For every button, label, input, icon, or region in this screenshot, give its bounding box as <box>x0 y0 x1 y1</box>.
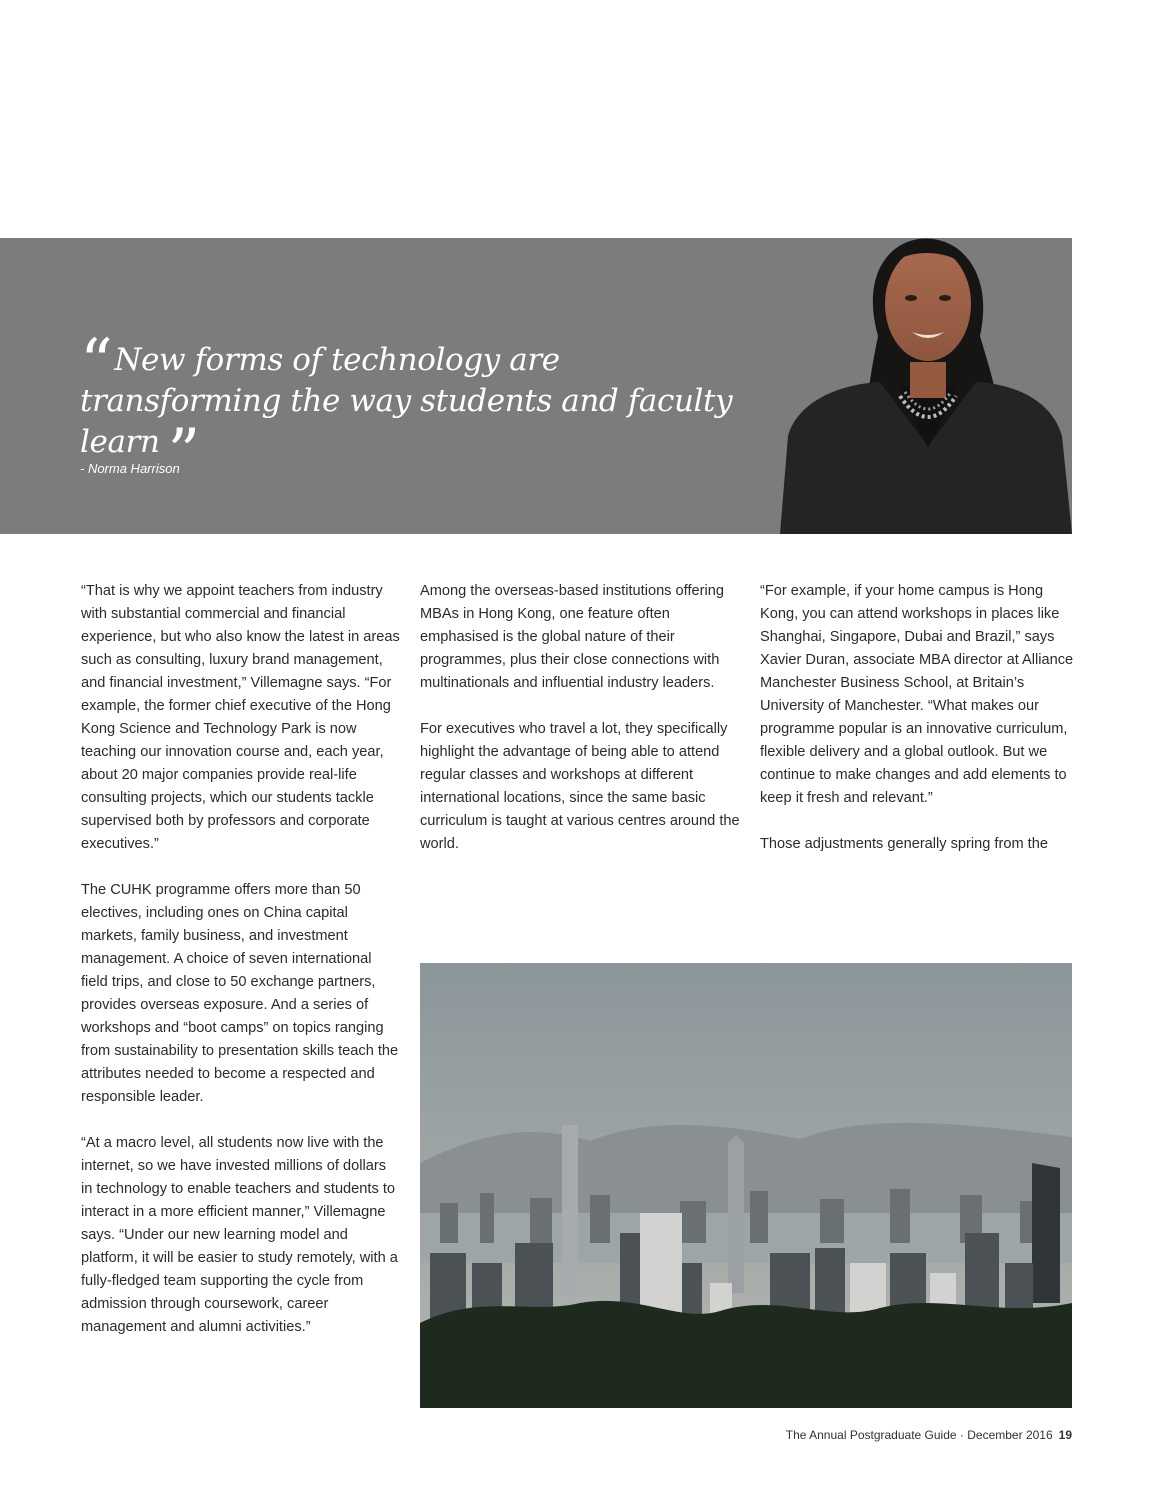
open-quote-mark: “ <box>80 326 113 400</box>
article-column-2 <box>420 580 740 879</box>
footer-separator: · <box>959 1428 964 1442</box>
article-column-3 <box>760 580 1080 879</box>
paragraph: Those adjustments generally spring from the <box>760 836 1048 852</box>
paragraph: For executives who travel a lot, they specifically highlight the advantage of being able to attend regular classes and workshops at different international locations, since the same basic curriculum is taught at various centres around the world. <box>420 721 740 852</box>
page-footer <box>786 1428 1072 1442</box>
paragraph: Among the overseas-based institutions offering MBAs in Hong Kong, one feature often emphasised is the global nature of their programmes, plus their close connections with multinationals and influential industry leaders. <box>420 583 724 691</box>
paragraph: “That is why we appoint teachers from industry with substantial commercial and financial experience, but who also know the latest in areas such as consulting, luxury brand management, and financial investment,” Villemagne says. “For example, the former chief executive of the Hong Kong Science and Technology Park is now teaching our innovation course and, each year, about 20 major companies provide real-life consulting projects, which our students tackle supervised both by professors and corporate executives.” <box>81 583 400 852</box>
close-quote-mark: ” <box>167 416 200 490</box>
paragraph: “For example, if your home campus is Hong Kong, you can attend workshops in places like Shanghai, Singapore, Dubai and Brazil,” says Xavier Duran, associate MBA director at Alliance Manchester Business School, at Britain’s University of Manchester. “What makes our programme popular is an innovative curriculum, flexible delivery and a global outlook. But we continue to make changes and add elements to keep it fresh and relevant.” <box>760 583 1074 806</box>
page-number: 19 <box>1058 1428 1072 1442</box>
paragraph: The CUHK programme offers more than 50 electives, including ones on China capital markets, family business, and investment management. A choice of seven international field trips, and close to 50 exchange partners, provides overseas exposure. And a series of workshops and “boot camps” on topics ranging from sustainability to presentation skills teach the attributes needed to become a respected and responsible leader. <box>81 882 399 1105</box>
issue-date: December 2016 <box>967 1428 1053 1442</box>
portrait-photo <box>780 186 1072 534</box>
quote-attribution: - Norma Harrison <box>80 461 180 476</box>
article-column-1 <box>81 580 401 1362</box>
publication-name: The Annual Postgraduate Guide <box>785 1428 957 1442</box>
paragraph: “At a macro level, all students now live with the internet, so we have invested millions of dollars in technology to enable teachers and students to interact in a more efficient manner,” Villemagne says. “Under our new learning model and platform, it will be easier to study remotely, with a fully-fledged team supporting the cycle from admission through coursework, career management and alumni activities.” <box>81 1135 398 1335</box>
skyline-photo <box>420 963 1072 1408</box>
pull-quote-text: New forms of technology are transforming the way students and faculty learn <box>80 342 733 460</box>
